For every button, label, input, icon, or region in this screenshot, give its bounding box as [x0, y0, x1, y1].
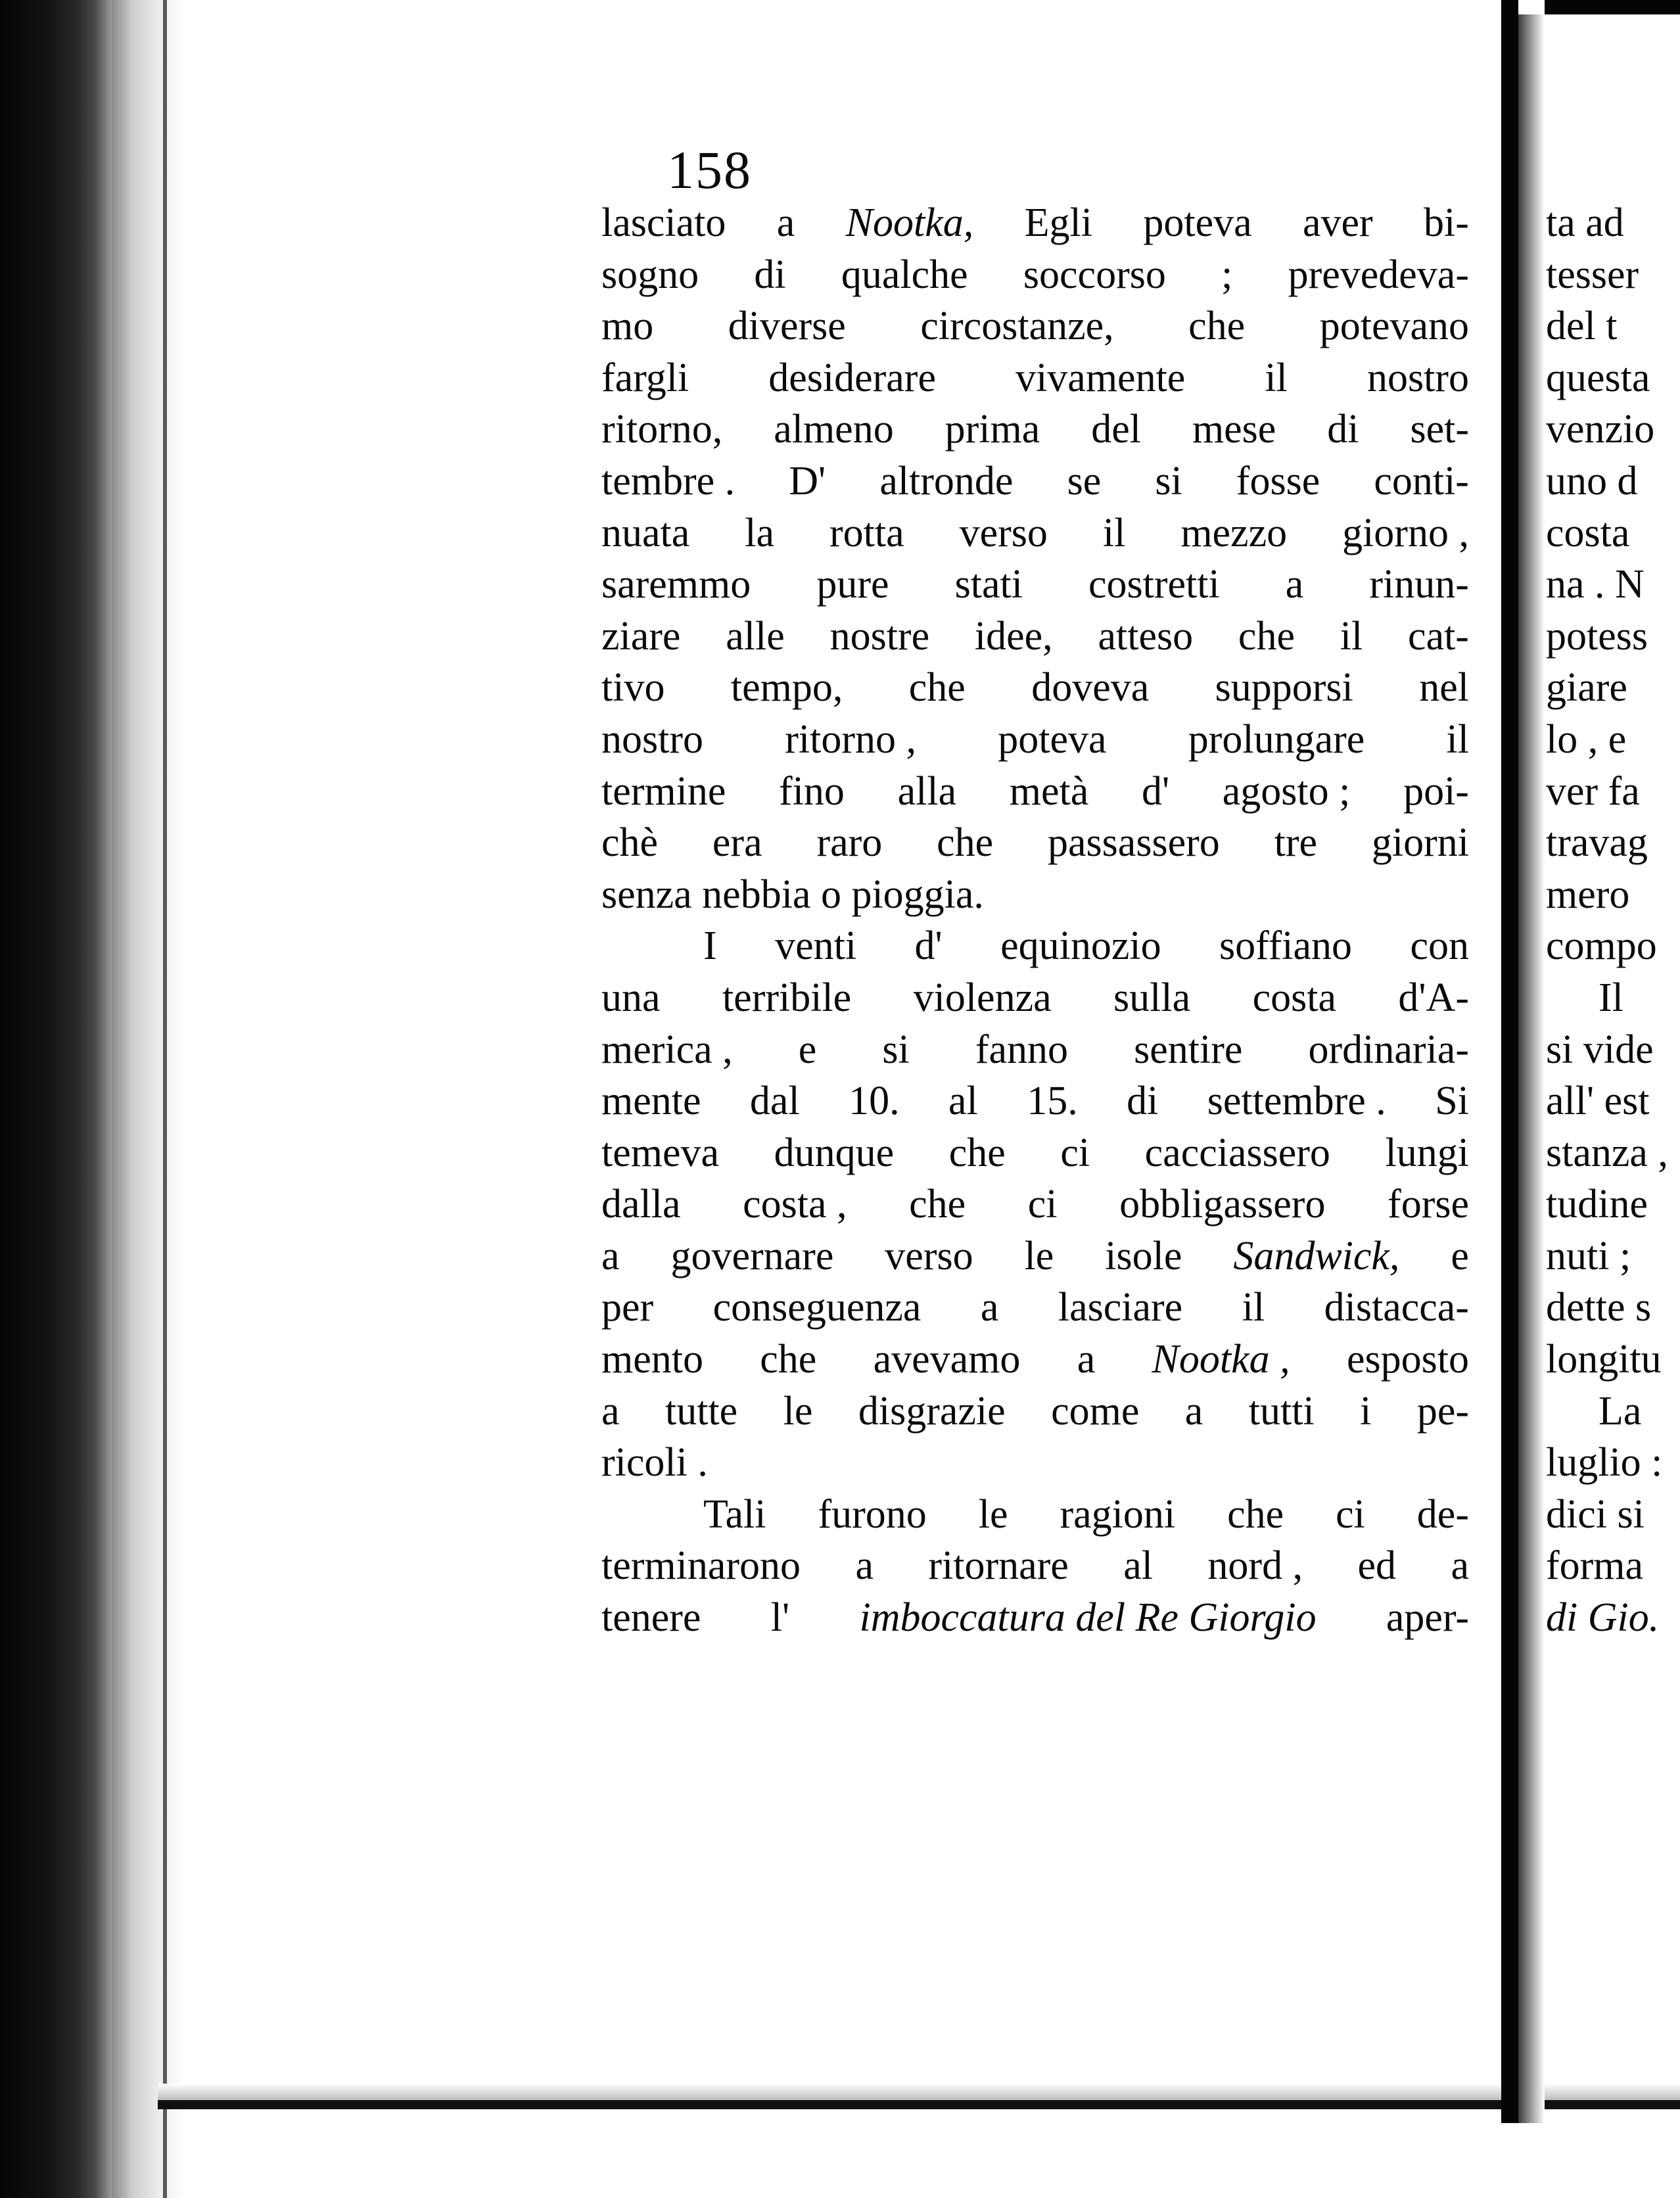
text-word: a	[855, 1543, 874, 1589]
text-word: nuata	[601, 510, 690, 555]
text-word: si	[1155, 458, 1182, 503]
text-word: luglio :	[1546, 1440, 1663, 1485]
text-word: tre	[1274, 820, 1317, 866]
text-word: all' est	[1546, 1079, 1650, 1124]
text-word: cacciassero	[1144, 1130, 1330, 1175]
text-word: e	[798, 1027, 817, 1072]
text-word: del	[1091, 407, 1141, 452]
right_page-line	[1546, 714, 1680, 766]
page-bottom-edge	[158, 2100, 1680, 2109]
text-word: al	[948, 1079, 978, 1124]
text-word: aver	[1302, 200, 1373, 245]
text-word: D'	[789, 458, 826, 503]
text-word: giare	[1546, 665, 1627, 711]
text-word: disgrazie	[858, 1388, 1006, 1434]
text-word: uno d	[1546, 458, 1638, 503]
text-word: governare	[670, 1233, 834, 1278]
right_page-line	[1546, 869, 1680, 921]
text-word: che	[948, 1130, 1006, 1175]
text-word: tutti	[1248, 1388, 1315, 1434]
right_page-line	[1546, 1592, 1680, 1644]
right_page-line	[1546, 1075, 1680, 1127]
text-word: le	[1024, 1233, 1054, 1278]
text-word: verso	[885, 1233, 973, 1278]
text-word: tembre .	[601, 458, 735, 503]
text-word: prima	[945, 407, 1040, 452]
left_page-line	[601, 1230, 1469, 1282]
text-word: lasciato	[601, 200, 726, 245]
text-word: verso	[959, 510, 1048, 555]
right_page-line	[1546, 404, 1680, 456]
left_page-line	[601, 869, 1469, 921]
text-word: dunque	[774, 1130, 895, 1175]
text-word: che	[909, 1182, 966, 1227]
right_page-line	[1546, 1230, 1680, 1282]
right_page-line	[1546, 662, 1680, 714]
text-word: ci	[1060, 1130, 1090, 1175]
left_page-line	[601, 352, 1469, 404]
left_page-line	[601, 972, 1469, 1024]
text-word: Nootka ,	[1152, 1337, 1290, 1382]
gutter-shadow	[1518, 14, 1545, 2123]
text-word: venti	[775, 924, 857, 969]
text-word: Il	[1598, 975, 1623, 1020]
right_page-line	[1546, 559, 1680, 611]
text-word: che	[1227, 1491, 1284, 1537]
text-word: rotta	[829, 510, 904, 555]
page-gutter	[1501, 0, 1518, 2123]
text-word: prolungare	[1188, 716, 1365, 762]
text-word: costa	[1252, 975, 1336, 1020]
text-word: mente	[601, 1079, 701, 1124]
right_page-line	[1546, 1386, 1680, 1438]
right_page-line	[1546, 456, 1680, 507]
text-word: obbligassero	[1119, 1182, 1326, 1227]
right_page-line	[1546, 920, 1680, 972]
text-word: di	[754, 252, 786, 297]
text-word: l'	[770, 1595, 790, 1641]
right-page-text	[1546, 197, 1680, 1644]
left_page-line	[601, 1592, 1469, 1644]
right_page-line	[1546, 1540, 1680, 1592]
text-word: che	[760, 1337, 817, 1382]
text-word: sogno	[601, 252, 699, 297]
text-word: tivo	[601, 665, 665, 711]
left_page-line	[601, 1282, 1469, 1334]
left_page-line	[601, 507, 1469, 559]
left_page-line	[601, 1540, 1469, 1592]
left_page-line	[601, 559, 1469, 611]
text-word: poi-	[1403, 768, 1469, 814]
text-word: diverse	[728, 304, 846, 349]
binding-stripe	[163, 0, 167, 2198]
text-word: passassero	[1048, 820, 1220, 866]
text-word: vivamente	[1015, 355, 1186, 400]
text-word: saremmo	[601, 562, 751, 607]
text-word: violenza	[913, 975, 1052, 1020]
left_page-line	[601, 1437, 1469, 1489]
text-word: costretti	[1088, 562, 1220, 607]
left_page-line	[601, 1179, 1469, 1230]
book-binding	[0, 0, 112, 2198]
text-word: a	[776, 200, 795, 245]
left-page-text	[601, 197, 1469, 1644]
text-word: conti-	[1374, 458, 1469, 503]
text-word: ritorno,	[601, 407, 723, 452]
left_page-line	[601, 611, 1469, 663]
binding-shadow	[112, 0, 184, 2198]
right_page-line	[1546, 766, 1680, 818]
text-word: conseguenza	[712, 1285, 922, 1330]
text-word: a	[1077, 1337, 1096, 1382]
text-word: d'	[914, 924, 943, 969]
text-word: tempo,	[730, 665, 843, 711]
left_page-line	[601, 1386, 1469, 1438]
text-word: forse	[1388, 1182, 1469, 1227]
right_page-line	[1546, 972, 1680, 1024]
text-word: dici si	[1546, 1491, 1645, 1537]
text-word: nostre	[829, 613, 930, 659]
text-word: fosse	[1236, 458, 1320, 503]
text-word: sulla	[1113, 975, 1191, 1020]
text-word: Tali	[703, 1491, 766, 1537]
text-word: a	[1285, 562, 1304, 607]
text-word: si	[882, 1027, 910, 1072]
text-word: se	[1067, 458, 1102, 503]
text-word: agosto ;	[1222, 768, 1351, 814]
right_page-line	[1546, 1437, 1680, 1489]
text-word: circostanze,	[920, 304, 1114, 349]
left_page-line	[601, 456, 1469, 507]
right_page-line	[1546, 352, 1680, 404]
text-word: ci	[1336, 1491, 1365, 1537]
text-word: fino	[779, 768, 845, 814]
text-word: de-	[1416, 1491, 1469, 1537]
text-word: supporsi	[1215, 665, 1353, 711]
text-word: nel	[1419, 665, 1469, 711]
text-word: nord ,	[1207, 1543, 1303, 1589]
text-word: almeno	[774, 407, 894, 452]
text-word: compo	[1546, 924, 1657, 969]
text-word: di	[1327, 407, 1359, 452]
text-word: ;	[1221, 252, 1233, 297]
text-word: dette s	[1546, 1285, 1652, 1330]
left_page-line	[601, 1489, 1469, 1541]
text-word: stati	[954, 562, 1023, 607]
left_page-line	[601, 404, 1469, 456]
text-word: il	[1446, 716, 1469, 762]
text-word: costa ,	[743, 1182, 847, 1227]
text-word: alla	[897, 768, 957, 814]
left_page-line	[601, 1024, 1469, 1076]
text-word: metà	[1009, 768, 1089, 814]
text-word: il	[1340, 613, 1363, 659]
text-word: tudine	[1546, 1182, 1648, 1227]
text-word: poteva	[1143, 200, 1252, 245]
right_page-line	[1546, 1127, 1680, 1179]
right_page-line	[1546, 1024, 1680, 1076]
text-word: La	[1598, 1388, 1642, 1434]
text-word: che	[1238, 613, 1295, 659]
text-word: nuti ;	[1546, 1233, 1631, 1278]
text-word: Nootka,	[845, 200, 974, 245]
right_page-line	[1546, 611, 1680, 663]
text-word: senza nebbia o pioggia.	[601, 872, 984, 917]
right_page-line	[1546, 1489, 1680, 1541]
text-word: idee,	[974, 613, 1053, 659]
text-word: na . N	[1546, 562, 1645, 607]
text-word: longitu	[1546, 1337, 1662, 1382]
text-word: a	[1451, 1543, 1469, 1589]
right_page-line	[1546, 817, 1680, 869]
text-word: distacca-	[1324, 1285, 1469, 1330]
text-word: chè	[601, 820, 659, 866]
text-word: alle	[726, 613, 785, 659]
left_page-line	[601, 766, 1469, 818]
text-word: il	[1102, 510, 1126, 555]
left_page-line	[601, 1334, 1469, 1386]
text-word: mezzo	[1180, 510, 1288, 555]
text-word: a	[601, 1233, 620, 1278]
text-word: nostro	[1366, 355, 1469, 400]
text-word: temeva	[601, 1130, 720, 1175]
text-word: forma	[1546, 1543, 1644, 1589]
text-word: prevedeva-	[1288, 252, 1469, 297]
text-word: poteva	[998, 716, 1107, 762]
left_page-line	[601, 817, 1469, 869]
right_page-line	[1546, 1282, 1680, 1334]
page-number: 158	[667, 140, 752, 200]
left_page-line	[601, 662, 1469, 714]
text-word: pe-	[1416, 1388, 1469, 1434]
right_page-line	[1546, 249, 1680, 301]
text-word: dalla	[601, 1182, 681, 1227]
text-word: giorni	[1371, 820, 1469, 866]
text-word: rinun-	[1369, 562, 1469, 607]
text-word: 10.	[849, 1079, 900, 1124]
text-word: ziare	[601, 613, 681, 659]
right_page-line	[1546, 1179, 1680, 1230]
text-word: ricoli .	[601, 1440, 708, 1485]
text-word: tesser	[1546, 252, 1639, 297]
text-word: che	[1188, 304, 1246, 349]
text-word: raro	[816, 820, 883, 866]
text-word: isole	[1105, 1233, 1182, 1278]
right_page-line	[1546, 1334, 1680, 1386]
text-word: ci	[1027, 1182, 1058, 1227]
text-word: travag	[1546, 820, 1648, 866]
text-word: altronde	[879, 458, 1014, 503]
text-word: sentire	[1134, 1027, 1243, 1072]
left_page-line	[601, 1127, 1469, 1179]
text-word: mento	[601, 1337, 703, 1382]
text-word: questa	[1546, 355, 1650, 400]
right_page-line	[1546, 300, 1680, 352]
text-word: mo	[601, 304, 654, 349]
text-word: equinozio	[1000, 924, 1161, 969]
text-word: ta ad	[1546, 200, 1624, 245]
text-word: tutte	[665, 1388, 738, 1434]
text-word: la	[745, 510, 774, 555]
text-word: il	[1242, 1285, 1265, 1330]
text-word: termine	[601, 768, 726, 814]
text-word: bi-	[1424, 200, 1469, 245]
text-word: i	[1360, 1388, 1372, 1434]
text-word: al	[1123, 1543, 1153, 1589]
text-word: a	[1184, 1388, 1203, 1434]
text-word: a	[601, 1388, 620, 1434]
text-word: il	[1265, 355, 1288, 400]
text-word: ed	[1357, 1543, 1397, 1589]
text-word: che	[937, 820, 994, 866]
text-word: le	[978, 1491, 1008, 1537]
text-word: avevamo	[873, 1337, 1021, 1382]
text-word: aper-	[1386, 1595, 1469, 1641]
left_page-line	[601, 714, 1469, 766]
text-word: mese	[1192, 407, 1276, 452]
text-word: una	[601, 975, 661, 1020]
text-word: lungi	[1385, 1130, 1469, 1175]
text-word: set-	[1410, 407, 1469, 452]
text-word: che	[908, 665, 966, 711]
text-word: imboccatura del Re Giorgio	[859, 1595, 1317, 1641]
text-word: costa	[1546, 510, 1630, 555]
text-word: nostro	[601, 716, 703, 762]
text-word: fargli	[601, 355, 689, 400]
left_page-line	[601, 197, 1469, 249]
page-bottom-shade	[158, 2084, 1680, 2100]
text-word: potevano	[1319, 304, 1469, 349]
text-word: I	[703, 924, 717, 969]
text-word: e	[1451, 1233, 1469, 1278]
text-word: fanno	[975, 1027, 1069, 1072]
left_page-line	[601, 249, 1469, 301]
text-word: del t	[1546, 304, 1618, 349]
text-word: era	[712, 820, 762, 866]
left_page-line	[601, 1075, 1469, 1127]
text-word: ragioni	[1060, 1491, 1176, 1537]
text-word: venzio	[1546, 407, 1655, 452]
text-word: lasciare	[1058, 1285, 1183, 1330]
text-word: si vide	[1546, 1027, 1654, 1072]
text-word: terribile	[722, 975, 852, 1020]
text-word: soccorso	[1023, 252, 1166, 297]
text-word: pure	[816, 562, 889, 607]
text-word: tenere	[601, 1595, 701, 1641]
text-word: per	[601, 1285, 654, 1330]
right_page-line	[1546, 507, 1680, 559]
text-word: Egli	[1024, 200, 1092, 245]
right-page-top-edge	[1545, 0, 1680, 14]
text-word: di Gio.	[1546, 1595, 1660, 1641]
text-word: con	[1410, 924, 1469, 969]
text-word: cat-	[1408, 613, 1469, 659]
text-word: Sandwick,	[1233, 1233, 1400, 1278]
text-word: settembre .	[1207, 1079, 1386, 1124]
text-word: Si	[1435, 1079, 1469, 1124]
text-word: desiderare	[768, 355, 936, 400]
text-word: ritornare	[928, 1543, 1069, 1589]
text-word: qualche	[841, 252, 968, 297]
text-word: merica ,	[601, 1027, 733, 1072]
left_page-line	[601, 300, 1469, 352]
text-word: soffiano	[1219, 924, 1353, 969]
text-word: atteso	[1098, 613, 1194, 659]
text-word: a	[980, 1285, 999, 1330]
text-word: giorno ,	[1342, 510, 1469, 555]
text-word: 15.	[1027, 1079, 1078, 1124]
text-word: furono	[818, 1491, 927, 1537]
text-word: esposto	[1346, 1337, 1469, 1382]
text-word: d'A-	[1398, 975, 1469, 1020]
text-word: ritorno ,	[785, 716, 916, 762]
text-word: terminarono	[601, 1543, 801, 1589]
text-word: come	[1051, 1388, 1140, 1434]
left_page-line	[601, 920, 1469, 972]
text-word: d'	[1141, 768, 1170, 814]
text-word: dal	[749, 1079, 800, 1124]
text-word: di	[1127, 1079, 1159, 1124]
text-word: lo , e	[1546, 716, 1627, 762]
text-word: le	[783, 1388, 813, 1434]
text-word: stanza ,	[1546, 1130, 1668, 1175]
right_page-line	[1546, 197, 1680, 249]
text-word: ordinaria-	[1308, 1027, 1469, 1072]
text-word: potess	[1546, 613, 1648, 659]
text-word: ver fa	[1546, 768, 1640, 814]
text-word: doveva	[1031, 665, 1150, 711]
text-word: mero	[1546, 872, 1630, 917]
